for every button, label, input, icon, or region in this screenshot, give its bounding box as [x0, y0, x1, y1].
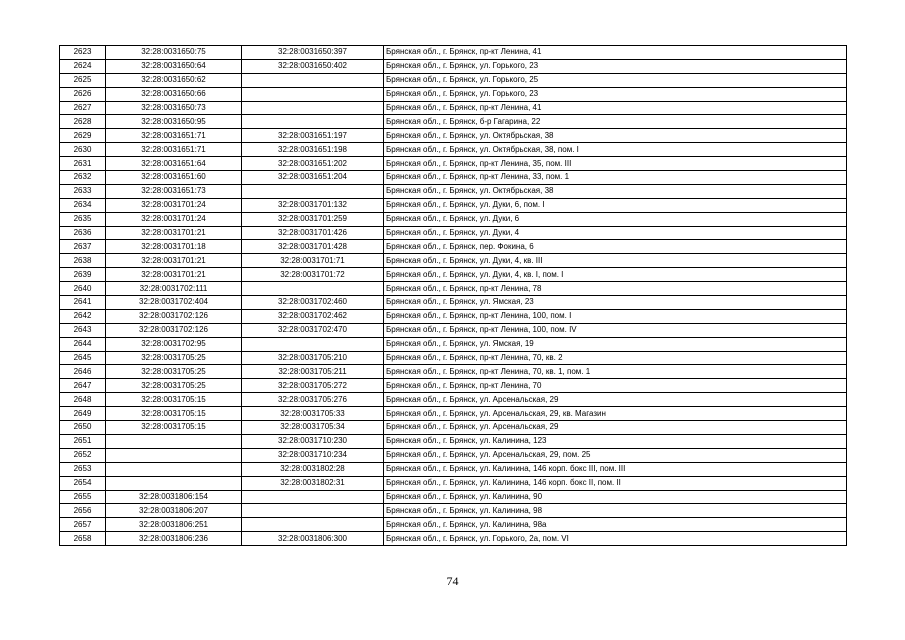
address-cell: Брянская обл., г. Брянск, ул. Горького, 23 [384, 87, 847, 101]
parcel-cadastral-cell: 32:28:0031701:18 [106, 240, 242, 254]
building-cadastral-cell: 32:28:0031651:197 [242, 129, 384, 143]
row-number-cell: 2625 [60, 73, 106, 87]
row-number-cell: 2647 [60, 379, 106, 393]
parcel-cadastral-cell [106, 462, 242, 476]
parcel-cadastral-cell: 32:28:0031806:154 [106, 490, 242, 504]
parcel-cadastral-cell [106, 476, 242, 490]
table-row [60, 476, 847, 490]
parcel-cadastral-cell: 32:28:0031702:126 [106, 323, 242, 337]
table-row [60, 518, 847, 532]
row-number-cell: 2638 [60, 254, 106, 268]
table-row [60, 379, 847, 393]
row-number-cell: 2651 [60, 434, 106, 448]
row-number-cell: 2654 [60, 476, 106, 490]
building-cadastral-cell: 32:28:0031701:428 [242, 240, 384, 254]
parcel-cadastral-cell: 32:28:0031705:25 [106, 379, 242, 393]
row-number-cell: 2643 [60, 323, 106, 337]
address-cell: Брянская обл., г. Брянск, ул. Октябрьская, 38 [384, 129, 847, 143]
row-number-cell: 2632 [60, 171, 106, 185]
row-number-cell: 2652 [60, 448, 106, 462]
building-cadastral-cell: 32:28:0031806:300 [242, 532, 384, 546]
building-cadastral-cell: 32:28:0031701:71 [242, 254, 384, 268]
building-cadastral-cell: 32:28:0031802:31 [242, 476, 384, 490]
address-cell: Брянская обл., г. Брянск, ул. Ямская, 19 [384, 337, 847, 351]
building-cadastral-cell: 32:28:0031651:202 [242, 157, 384, 171]
building-cadastral-cell: 32:28:0031701:132 [242, 198, 384, 212]
parcel-cadastral-cell [106, 448, 242, 462]
cadastral-table [59, 45, 847, 546]
parcel-cadastral-cell: 32:28:0031705:25 [106, 351, 242, 365]
building-cadastral-cell [242, 518, 384, 532]
table-row [60, 87, 847, 101]
parcel-cadastral-cell: 32:28:0031705:15 [106, 421, 242, 435]
row-number-cell: 2641 [60, 296, 106, 310]
address-cell: Брянская обл., г. Брянск, пр-кт Ленина, 100, пом. I [384, 309, 847, 323]
building-cadastral-cell: 32:28:0031650:397 [242, 46, 384, 60]
parcel-cadastral-cell [106, 434, 242, 448]
building-cadastral-cell [242, 504, 384, 518]
building-cadastral-cell: 32:28:0031701:72 [242, 268, 384, 282]
table-row [60, 226, 847, 240]
parcel-cadastral-cell: 32:28:0031650:62 [106, 73, 242, 87]
document-table-container [59, 45, 846, 546]
building-cadastral-cell: 32:28:0031710:230 [242, 434, 384, 448]
address-cell: Брянская обл., г. Брянск, б-р Гагарина, 22 [384, 115, 847, 129]
address-cell: Брянская обл., г. Брянск, ул. Арсенальская, 29 [384, 421, 847, 435]
address-cell: Брянская обл., г. Брянск, ул. Ямская, 23 [384, 296, 847, 310]
row-number-cell: 2635 [60, 212, 106, 226]
parcel-cadastral-cell: 32:28:0031702:95 [106, 337, 242, 351]
row-number-cell: 2642 [60, 309, 106, 323]
address-cell: Брянская обл., г. Брянск, пр-кт Ленина, 100, пом. IV [384, 323, 847, 337]
address-cell: Брянская обл., г. Брянск, ул. Дуки, 4 [384, 226, 847, 240]
table-row [60, 268, 847, 282]
building-cadastral-cell: 32:28:0031705:211 [242, 365, 384, 379]
building-cadastral-cell [242, 115, 384, 129]
row-number-cell: 2655 [60, 490, 106, 504]
page-number: 74 [446, 574, 459, 588]
table-row [60, 282, 847, 296]
building-cadastral-cell: 32:28:0031651:204 [242, 171, 384, 185]
parcel-cadastral-cell: 32:28:0031651:73 [106, 184, 242, 198]
parcel-cadastral-cell: 32:28:0031701:24 [106, 198, 242, 212]
table-row [60, 434, 847, 448]
table-row [60, 59, 847, 73]
building-cadastral-cell: 32:28:0031710:234 [242, 448, 384, 462]
parcel-cadastral-cell: 32:28:0031705:15 [106, 407, 242, 421]
table-row [60, 157, 847, 171]
building-cadastral-cell [242, 73, 384, 87]
address-cell: Брянская обл., г. Брянск, ул. Горького, 25 [384, 73, 847, 87]
row-number-cell: 2644 [60, 337, 106, 351]
address-cell: Брянская обл., г. Брянск, пр-кт Ленина, 70, кв. 2 [384, 351, 847, 365]
row-number-cell: 2626 [60, 87, 106, 101]
address-cell: Брянская обл., г. Брянск, ул. Калинина, 146 корп. бокс II, пом. II [384, 476, 847, 490]
table-row [60, 254, 847, 268]
table-body [60, 46, 847, 546]
table-row [60, 490, 847, 504]
building-cadastral-cell: 32:28:0031802:28 [242, 462, 384, 476]
building-cadastral-cell: 32:28:0031701:259 [242, 212, 384, 226]
address-cell: Брянская обл., г. Брянск, пр-кт Ленина, 35, пом. III [384, 157, 847, 171]
parcel-cadastral-cell: 32:28:0031651:64 [106, 157, 242, 171]
parcel-cadastral-cell: 32:28:0031806:236 [106, 532, 242, 546]
building-cadastral-cell [242, 337, 384, 351]
row-number-cell: 2657 [60, 518, 106, 532]
row-number-cell: 2636 [60, 226, 106, 240]
row-number-cell: 2656 [60, 504, 106, 518]
parcel-cadastral-cell: 32:28:0031806:251 [106, 518, 242, 532]
building-cadastral-cell [242, 101, 384, 115]
address-cell: Брянская обл., г. Брянск, ул. Дуки, 6, пом. I [384, 198, 847, 212]
parcel-cadastral-cell: 32:28:0031705:25 [106, 365, 242, 379]
table-row [60, 532, 847, 546]
table-row [60, 504, 847, 518]
row-number-cell: 2634 [60, 198, 106, 212]
parcel-cadastral-cell: 32:28:0031701:21 [106, 226, 242, 240]
row-number-cell: 2649 [60, 407, 106, 421]
building-cadastral-cell: 32:28:0031705:276 [242, 393, 384, 407]
row-number-cell: 2624 [60, 59, 106, 73]
address-cell: Брянская обл., г. Брянск, ул. Октябрьская, 38, пом. I [384, 143, 847, 157]
building-cadastral-cell: 32:28:0031702:460 [242, 296, 384, 310]
row-number-cell: 2650 [60, 421, 106, 435]
table-row [60, 337, 847, 351]
building-cadastral-cell: 32:28:0031702:470 [242, 323, 384, 337]
building-cadastral-cell: 32:28:0031650:402 [242, 59, 384, 73]
address-cell: Брянская обл., г. Брянск, пр-кт Ленина, 70, кв. 1, пом. 1 [384, 365, 847, 379]
address-cell: Брянская обл., г. Брянск, ул. Дуки, 4, кв. I, пом. I [384, 268, 847, 282]
address-cell: Брянская обл., г. Брянск, пр-кт Ленина, 41 [384, 46, 847, 60]
table-row [60, 365, 847, 379]
address-cell: Брянская обл., г. Брянск, ул. Арсенальская, 29, кв. Магазин [384, 407, 847, 421]
address-cell: Брянская обл., г. Брянск, пр-кт Ленина, 70 [384, 379, 847, 393]
table-row [60, 129, 847, 143]
row-number-cell: 2633 [60, 184, 106, 198]
table-row [60, 393, 847, 407]
address-cell: Брянская обл., г. Брянск, ул. Арсенальская, 29, пом. 25 [384, 448, 847, 462]
row-number-cell: 2645 [60, 351, 106, 365]
table-row [60, 184, 847, 198]
table-row [60, 351, 847, 365]
parcel-cadastral-cell: 32:28:0031701:24 [106, 212, 242, 226]
address-cell: Брянская обл., г. Брянск, пр-кт Ленина, 33, пом. 1 [384, 171, 847, 185]
table-row [60, 323, 847, 337]
table-row [60, 240, 847, 254]
parcel-cadastral-cell: 32:28:0031650:95 [106, 115, 242, 129]
address-cell: Брянская обл., г. Брянск, ул. Калинина, 98 [384, 504, 847, 518]
table-row [60, 143, 847, 157]
address-cell: Брянская обл., г. Брянск, ул. Дуки, 6 [384, 212, 847, 226]
row-number-cell: 2640 [60, 282, 106, 296]
building-cadastral-cell: 32:28:0031705:34 [242, 421, 384, 435]
address-cell: Брянская обл., г. Брянск, пр-кт Ленина, 78 [384, 282, 847, 296]
row-number-cell: 2627 [60, 101, 106, 115]
row-number-cell: 2658 [60, 532, 106, 546]
building-cadastral-cell: 32:28:0031651:198 [242, 143, 384, 157]
address-cell: Брянская обл., г. Брянск, ул. Калинина, 123 [384, 434, 847, 448]
building-cadastral-cell: 32:28:0031702:462 [242, 309, 384, 323]
parcel-cadastral-cell: 32:28:0031702:111 [106, 282, 242, 296]
building-cadastral-cell: 32:28:0031705:210 [242, 351, 384, 365]
parcel-cadastral-cell: 32:28:0031651:60 [106, 171, 242, 185]
table-row [60, 462, 847, 476]
table-row [60, 212, 847, 226]
parcel-cadastral-cell: 32:28:0031701:21 [106, 254, 242, 268]
parcel-cadastral-cell: 32:28:0031651:71 [106, 143, 242, 157]
building-cadastral-cell: 32:28:0031705:272 [242, 379, 384, 393]
parcel-cadastral-cell: 32:28:0031650:64 [106, 59, 242, 73]
table-row [60, 73, 847, 87]
row-number-cell: 2637 [60, 240, 106, 254]
table-row [60, 101, 847, 115]
table-row [60, 448, 847, 462]
table-row [60, 309, 847, 323]
parcel-cadastral-cell: 32:28:0031702:126 [106, 309, 242, 323]
row-number-cell: 2648 [60, 393, 106, 407]
table-row [60, 198, 847, 212]
parcel-cadastral-cell: 32:28:0031651:71 [106, 129, 242, 143]
address-cell: Брянская обл., г. Брянск, ул. Арсенальская, 29 [384, 393, 847, 407]
parcel-cadastral-cell: 32:28:0031702:404 [106, 296, 242, 310]
address-cell: Брянская обл., г. Брянск, пр-кт Ленина, 41 [384, 101, 847, 115]
address-cell: Брянская обл., г. Брянск, пер. Фокина, 6 [384, 240, 847, 254]
building-cadastral-cell [242, 282, 384, 296]
table-row [60, 296, 847, 310]
building-cadastral-cell: 32:28:0031701:426 [242, 226, 384, 240]
parcel-cadastral-cell: 32:28:0031705:15 [106, 393, 242, 407]
address-cell: Брянская обл., г. Брянск, ул. Калинина, 146 корп. бокс III, пом. III [384, 462, 847, 476]
table-row [60, 46, 847, 60]
address-cell: Брянская обл., г. Брянск, ул. Октябрьская, 38 [384, 184, 847, 198]
parcel-cadastral-cell: 32:28:0031806:207 [106, 504, 242, 518]
address-cell: Брянская обл., г. Брянск, ул. Горького, 2а, пом. VI [384, 532, 847, 546]
parcel-cadastral-cell: 32:28:0031701:21 [106, 268, 242, 282]
row-number-cell: 2629 [60, 129, 106, 143]
table-row [60, 171, 847, 185]
row-number-cell: 2630 [60, 143, 106, 157]
parcel-cadastral-cell: 32:28:0031650:73 [106, 101, 242, 115]
parcel-cadastral-cell: 32:28:0031650:75 [106, 46, 242, 60]
row-number-cell: 2628 [60, 115, 106, 129]
building-cadastral-cell [242, 490, 384, 504]
table-row [60, 115, 847, 129]
table-row [60, 407, 847, 421]
row-number-cell: 2646 [60, 365, 106, 379]
building-cadastral-cell [242, 87, 384, 101]
row-number-cell: 2631 [60, 157, 106, 171]
table-row [60, 421, 847, 435]
address-cell: Брянская обл., г. Брянск, ул. Дуки, 4, кв. III [384, 254, 847, 268]
address-cell: Брянская обл., г. Брянск, ул. Калинина, 98а [384, 518, 847, 532]
building-cadastral-cell: 32:28:0031705:33 [242, 407, 384, 421]
row-number-cell: 2653 [60, 462, 106, 476]
building-cadastral-cell [242, 184, 384, 198]
address-cell: Брянская обл., г. Брянск, ул. Горького, 23 [384, 59, 847, 73]
parcel-cadastral-cell: 32:28:0031650:66 [106, 87, 242, 101]
address-cell: Брянская обл., г. Брянск, ул. Калинина, 90 [384, 490, 847, 504]
row-number-cell: 2639 [60, 268, 106, 282]
row-number-cell: 2623 [60, 46, 106, 60]
